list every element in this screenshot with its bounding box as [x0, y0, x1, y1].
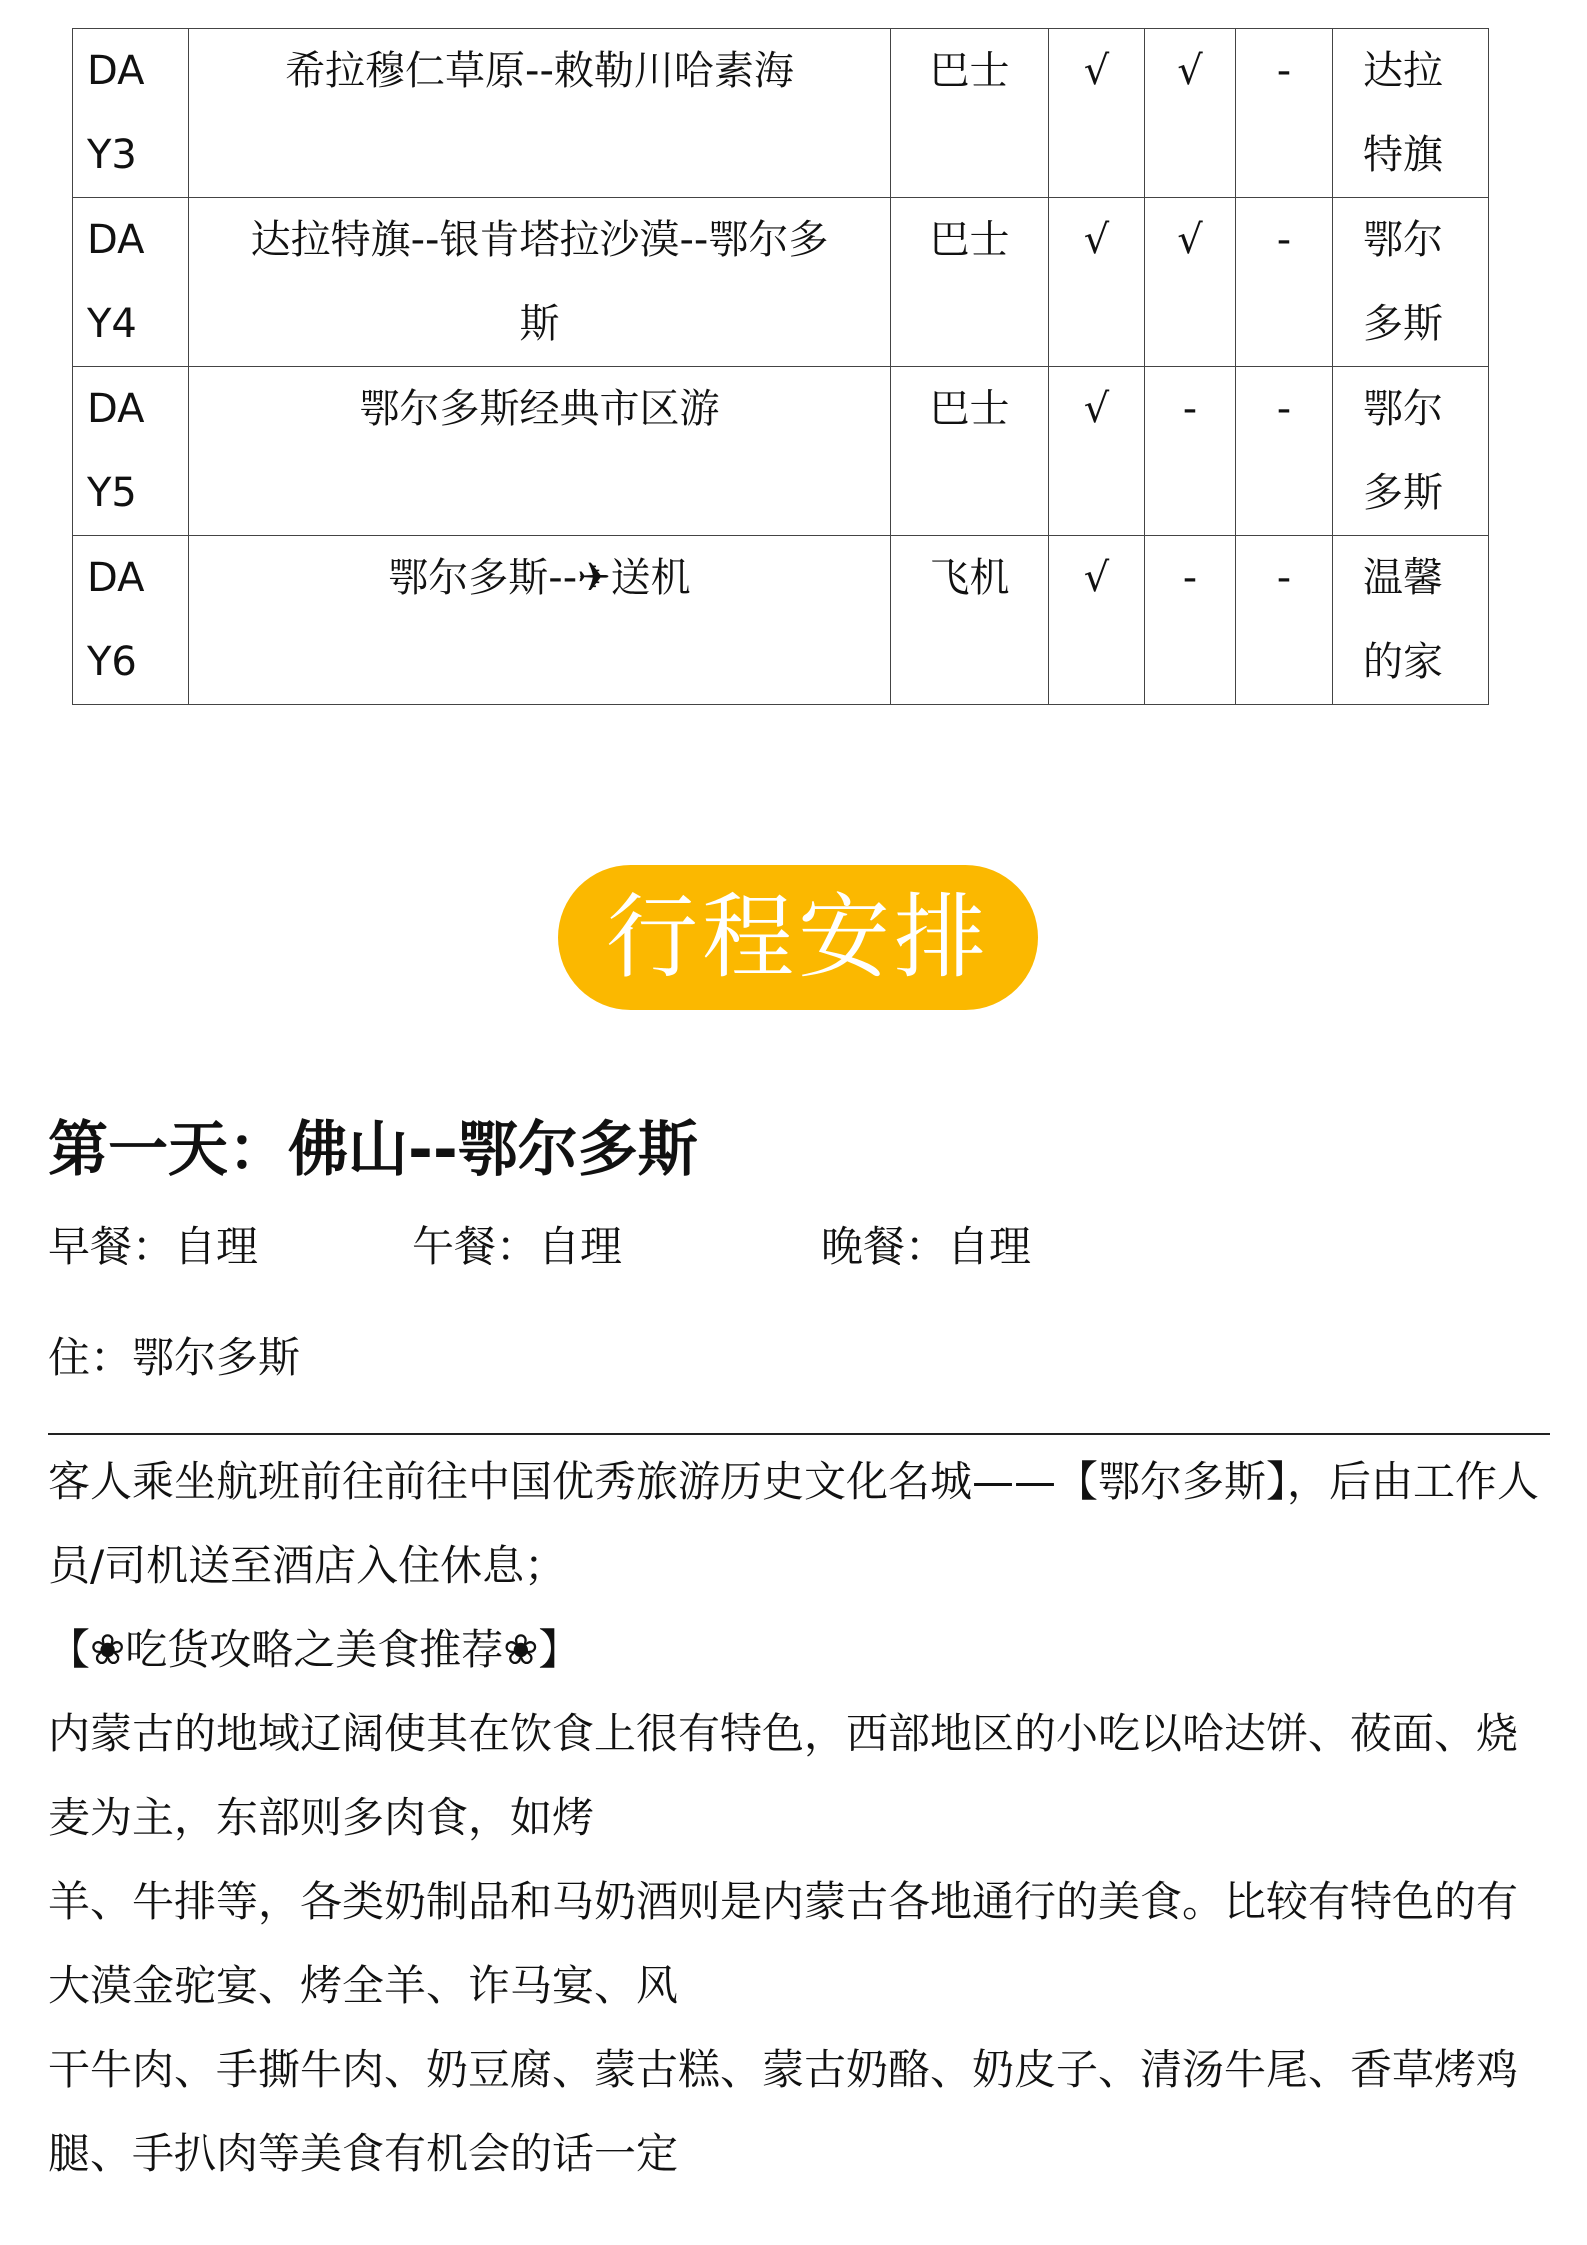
- breakfast-cell: √: [1049, 198, 1145, 367]
- dinner-cell: -: [1236, 536, 1333, 705]
- stay-cell: 达拉 特旗: [1333, 29, 1489, 198]
- paragraph: 客人乘坐航班前往前往中国优秀旅游历史文化名城——【鄂尔多斯】，后由工作人员/司机送至酒店入住休息；: [48, 1457, 1540, 1590]
- day-cell: DA Y6: [73, 536, 189, 705]
- divider: [48, 1433, 1550, 1435]
- itinerary-table-body: [73, 29, 1489, 705]
- day-cell: DA Y3: [73, 29, 189, 198]
- table-row: [73, 536, 1489, 705]
- paragraph: 羊、牛排等，各类奶制品和马奶酒则是内蒙古各地通行的美食。比较有特色的有大漠金驼宴、烤全羊、诈马宴、风: [48, 1877, 1519, 2010]
- breakfast-cell: √: [1049, 29, 1145, 198]
- dinner-cell: -: [1236, 367, 1333, 536]
- dinner-cell: -: [1236, 198, 1333, 367]
- day-cell: DA Y4: [73, 198, 189, 367]
- itinerary-banner: 行程安排: [558, 865, 1038, 1010]
- lunch-cell: -: [1145, 536, 1236, 705]
- route-cell: 鄂尔多斯经典市区游: [189, 367, 891, 536]
- route-cell: 鄂尔多斯--✈送机: [189, 536, 891, 705]
- dinner-info: 晚餐：自理: [821, 1222, 1032, 1271]
- stay-cell: 鄂尔 多斯: [1333, 198, 1489, 367]
- paragraph: 内蒙古的地域辽阔使其在饮食上很有特色，西部地区的小吃以哈达饼、莜面、烧麦为主，东部则多肉食，如烤: [48, 1709, 1519, 1842]
- day-one-description: [48, 1440, 1558, 2196]
- lunch-cell: -: [1145, 367, 1236, 536]
- transport-cell: 巴士: [891, 198, 1049, 367]
- breakfast-cell: √: [1049, 367, 1145, 536]
- day-cell: DA Y5: [73, 367, 189, 536]
- day-one-title: 第一天：佛山--鄂尔多斯: [48, 1115, 698, 1185]
- paragraph: 干牛肉、手撕牛肉、奶豆腐、蒙古糕、蒙古奶酪、奶皮子、清汤牛尾、香草烤鸡腿、手扒肉等美食有机会的话一定: [48, 2045, 1519, 2178]
- transport-cell: 巴士: [891, 367, 1049, 536]
- stay-cell: 鄂尔 多斯: [1333, 367, 1489, 536]
- breakfast-cell: √: [1049, 536, 1145, 705]
- lunch-cell: √: [1145, 29, 1236, 198]
- stay-cell: 温馨 的家: [1333, 536, 1489, 705]
- table-row: [73, 198, 1489, 367]
- table-row: [73, 367, 1489, 536]
- dinner-cell: -: [1236, 29, 1333, 198]
- breakfast-info: 早餐：自理: [48, 1222, 259, 1271]
- lunch-cell: √: [1145, 198, 1236, 367]
- transport-cell: 飞机: [891, 536, 1049, 705]
- lunch-info: 午餐：自理: [412, 1222, 623, 1271]
- itinerary-table: [72, 28, 1489, 705]
- route-cell: 希拉穆仁草原--敕勒川哈素海: [189, 29, 891, 198]
- table-row: [73, 29, 1489, 198]
- paragraph: 【❀吃货攻略之美食推荐❀】: [48, 1625, 581, 1674]
- route-cell: 达拉特旗--银肯塔拉沙漠--鄂尔多 斯: [189, 198, 891, 367]
- accommodation-info: 住：鄂尔多斯: [48, 1333, 301, 1382]
- transport-cell: 巴士: [891, 29, 1049, 198]
